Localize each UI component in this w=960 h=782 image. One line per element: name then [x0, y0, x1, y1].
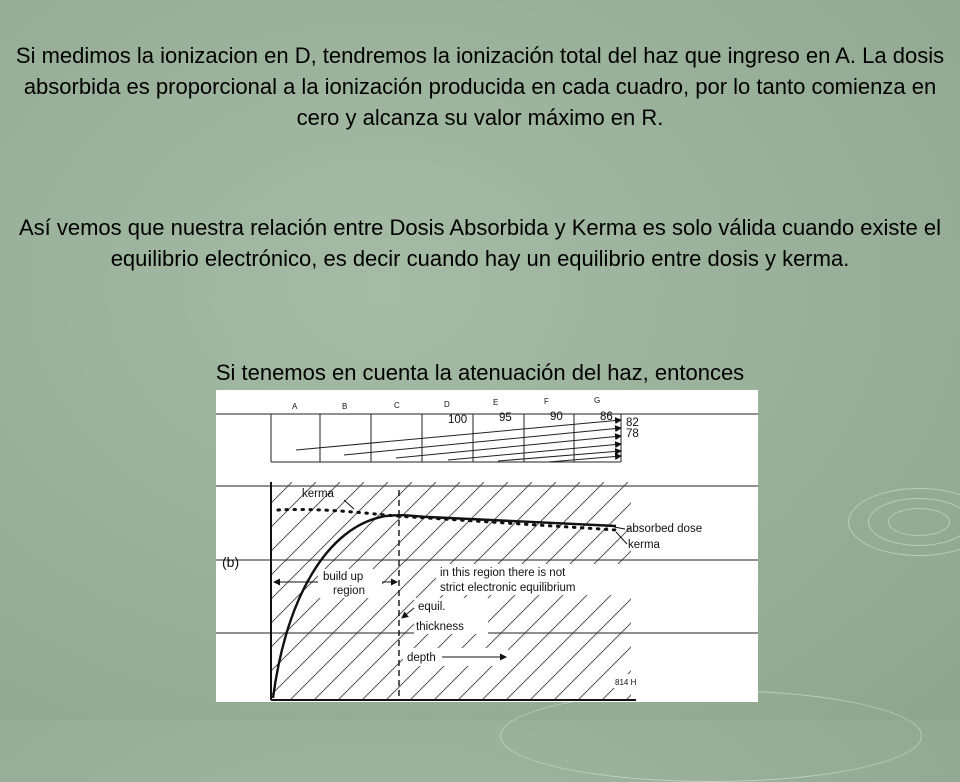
beam-value-86: 86 [600, 411, 613, 423]
region-label-line1: in this region there is not [440, 567, 566, 579]
beam-value-100: 100 [448, 414, 468, 426]
column-label-e: E [493, 398, 499, 407]
kerma-label-top: kerma [302, 488, 334, 500]
equil-label-line2: thickness [416, 621, 464, 633]
beam-value-78: 78 [626, 428, 639, 440]
beam-panel [216, 396, 758, 462]
equil-label-line1: equil. [418, 601, 446, 613]
paragraph-ionization: Si medimos la ionizacion en D, tendremos la ionización total del haz que ingreso en A. La dosis absorbida es proporcional a la ionización producida en cada cuadro, por lo tanto comienza en cero y alcanza su valor máximo en R. [15, 43, 945, 130]
kerma-label-right: kerma [628, 539, 660, 551]
column-label-c: C [394, 401, 400, 410]
column-label-f: F [544, 397, 549, 406]
kerma-dose-figure [216, 390, 758, 702]
panel-label-b: (b) [222, 554, 240, 570]
figure-id-label: 814 H [615, 678, 637, 687]
region-label-line2: strict electronic equilibrium [440, 582, 576, 594]
beam-value-82: 82 [626, 417, 639, 429]
beam-value-90: 90 [550, 411, 563, 423]
paragraph-equilibrium: Así vemos que nuestra relación entre Dosis Absorbida y Kerma es solo válida cuando existe el equilibrio electrónico, es decir cuando hay un equilibrio entre dosis y kerma. [18, 215, 942, 271]
graph-panel [216, 482, 758, 700]
figure-svg [216, 390, 758, 702]
column-label-a: A [292, 402, 298, 411]
buildup-label-line2: region [333, 585, 365, 597]
absorbed-dose-label: absorbed dose [626, 523, 703, 535]
column-label-g: G [594, 396, 601, 405]
depth-label: depth [407, 652, 436, 664]
column-label-b: B [342, 402, 348, 411]
paragraph-attenuation: Si tenemos en cuenta la atenuación del haz, entonces [215, 360, 745, 385]
buildup-label-line1: build up [323, 571, 364, 583]
column-label-d: D [444, 400, 450, 409]
beam-value-95: 95 [499, 412, 512, 424]
